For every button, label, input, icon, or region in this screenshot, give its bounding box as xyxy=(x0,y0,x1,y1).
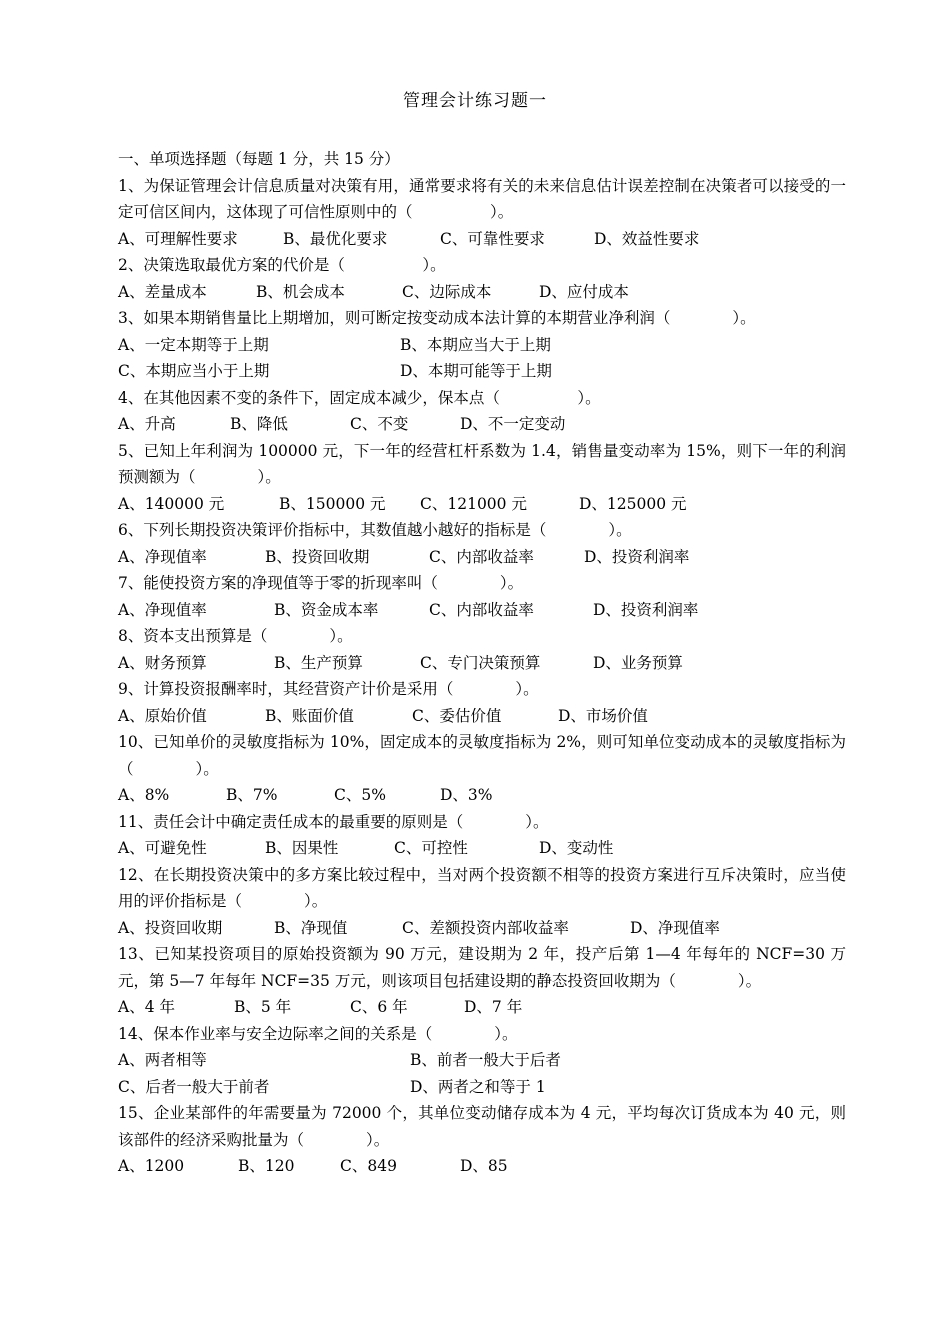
option-a: A、两者相等 xyxy=(118,1051,207,1069)
option-row xyxy=(118,1047,846,1074)
option-d: D、净现值率 xyxy=(630,918,720,937)
option-c: C、可靠性要求 xyxy=(440,229,545,248)
option-a: A、4 年 xyxy=(118,998,175,1016)
option-row xyxy=(118,544,846,571)
question-stem: 6、下列长期投资决策评价指标中，其数值越小越好的指标是（ ）。 xyxy=(118,521,632,539)
option-row xyxy=(118,597,846,624)
option-c: C、后者一般大于前者 xyxy=(118,1077,270,1096)
option-b: B、生产预算 xyxy=(274,653,363,672)
option-row xyxy=(118,835,846,862)
option-a: A、原始价值 xyxy=(118,706,207,725)
question-stem: 14、保本作业率与安全边际率之间的关系是（ ）。 xyxy=(118,1024,518,1043)
option-row xyxy=(118,994,846,1021)
option-d: D、7 年 xyxy=(464,998,523,1016)
option-row xyxy=(118,411,846,438)
option-row xyxy=(118,1074,846,1101)
option-a: A、升高 xyxy=(118,415,176,433)
option-b: B、投资回收期 xyxy=(265,547,370,566)
option-d: D、本期可能等于上期 xyxy=(400,362,552,380)
question-stem: 3、如果本期销售量比上期增加，则可断定按变动成本法计算的本期营业净利润（ ）。 xyxy=(118,309,756,327)
option-c: C、差额投资内部收益率 xyxy=(402,918,569,937)
question-stem: 8、资本支出预算是（ ）。 xyxy=(118,627,353,645)
question-stem: 7、能使投资方案的净现值等于零的折现率叫（ ）。 xyxy=(118,574,524,592)
option-b: B、最优化要求 xyxy=(283,229,388,248)
option-d: D、变动性 xyxy=(539,839,614,857)
option-c: C、委估价值 xyxy=(412,706,502,725)
option-b: B、机会成本 xyxy=(256,282,345,301)
option-row xyxy=(118,1153,846,1180)
option-d: D、85 xyxy=(460,1157,508,1175)
option-a: A、净现值率 xyxy=(118,547,207,566)
question-stem: 9、计算投资报酬率时，其经营资产计价是采用（ ）。 xyxy=(118,680,539,698)
option-row xyxy=(118,915,846,942)
section-heading: 一、单项选择题（每题 1 分，共 15 分） xyxy=(118,150,400,168)
option-d: D、投资利润率 xyxy=(584,547,690,566)
question-stem: 15、企业某部件的年需要量为 72000 个，其单位变动储存成本为 4 元，平均每次订货成本为 40 元，则该部件的经济采购批量为（ ）。 xyxy=(118,1104,846,1149)
option-c: C、不变 xyxy=(350,415,409,433)
option-a: A、可避免性 xyxy=(118,839,207,857)
option-b: B、降低 xyxy=(230,415,288,433)
option-c: C、边际成本 xyxy=(402,282,492,301)
option-a: A、8% xyxy=(118,786,170,804)
option-c: C、内部收益率 xyxy=(429,600,534,619)
option-b: B、150000 元 xyxy=(279,494,386,513)
question-stem: 11、责任会计中确定责任成本的最重要的原则是（ ）。 xyxy=(118,812,549,831)
option-d: D、应付成本 xyxy=(539,282,629,301)
option-c: C、内部收益率 xyxy=(429,547,534,566)
option-a: A、投资回收期 xyxy=(118,918,223,937)
question-stem: 10、已知单价的灵敏度指标为 10%，固定成本的灵敏度指标为 2%，则可知单位变动成本的灵敏度指标为（ ）。 xyxy=(118,733,846,778)
question-stem: 4、在其他因素不变的条件下，固定成本减少，保本点（ ）。 xyxy=(118,388,601,407)
option-b: B、前者一般大于后者 xyxy=(410,1051,561,1069)
option-a: A、财务预算 xyxy=(118,653,207,672)
option-b: B、120 xyxy=(238,1157,295,1175)
question-stem: 13、已知某投资项目的原始投资额为 90 万元，建设期为 2 年，投产后第 1—4 年每年的 NCF=30 万元，第 5—7 年每年 NCF=35 万元，则该项目包括建设期的静态投资回收期为（ ）。 xyxy=(118,945,846,990)
question-stem: 12、在长期投资决策中的多方案比较过程中，当对两个投资额不相等的投资方案进行互斥决策时，应当使用的评价指标是（ ）。 xyxy=(118,865,846,910)
option-b: B、5 年 xyxy=(234,998,292,1016)
option-c: C、849 xyxy=(340,1157,397,1175)
option-c: C、6 年 xyxy=(350,998,408,1016)
option-b: B、账面价值 xyxy=(265,706,354,725)
option-c: C、可控性 xyxy=(394,839,468,857)
option-c: C、121000 元 xyxy=(420,494,527,513)
option-d: D、两者之和等于 1 xyxy=(410,1077,546,1096)
option-d: D、业务预算 xyxy=(593,653,683,672)
option-row xyxy=(118,279,846,306)
option-b: B、资金成本率 xyxy=(274,600,379,619)
option-c: C、专门决策预算 xyxy=(420,653,541,672)
option-row xyxy=(118,703,846,730)
option-d: D、125000 元 xyxy=(579,494,687,513)
question-list xyxy=(118,146,846,1180)
option-a: A、1200 xyxy=(118,1157,185,1175)
page-title: 管理会计练习题一 xyxy=(403,91,547,111)
option-a: A、140000 元 xyxy=(118,494,225,513)
option-d: D、不一定变动 xyxy=(460,415,566,433)
question-stem: 1、为保证管理会计信息质量对决策有用，通常要求将有关的未来信息估计误差控制在决策者可以接受的一定可信区间内，这体现了可信性原则中的（ ）。 xyxy=(118,176,846,221)
option-row xyxy=(118,332,846,359)
option-c: C、本期应当小于上期 xyxy=(118,362,270,380)
option-row xyxy=(118,650,846,677)
option-b: B、本期应当大于上期 xyxy=(400,335,551,354)
option-a: A、净现值率 xyxy=(118,600,207,619)
option-c: C、5% xyxy=(334,786,386,804)
option-d: D、市场价值 xyxy=(558,706,648,725)
option-d: D、投资利润率 xyxy=(593,600,699,619)
option-a: A、可理解性要求 xyxy=(118,229,238,248)
option-d: D、3% xyxy=(440,786,493,804)
option-row xyxy=(118,358,846,385)
question-stem: 2、决策选取最优方案的代价是（ ）。 xyxy=(118,256,446,274)
option-row xyxy=(118,226,846,253)
option-a: A、一定本期等于上期 xyxy=(118,335,269,354)
option-b: B、7% xyxy=(226,786,278,804)
option-b: B、净现值 xyxy=(274,918,348,937)
option-d: D、效益性要求 xyxy=(594,229,700,248)
option-row xyxy=(118,782,846,809)
option-b: B、因果性 xyxy=(265,839,339,857)
option-row xyxy=(118,491,846,518)
question-stem: 5、已知上年利润为 100000 元，下一年的经营杠杆系数为 1.4，销售量变动率为 15%，则下一年的利润预测额为（ ）。 xyxy=(118,441,846,486)
option-a: A、差量成本 xyxy=(118,282,207,301)
